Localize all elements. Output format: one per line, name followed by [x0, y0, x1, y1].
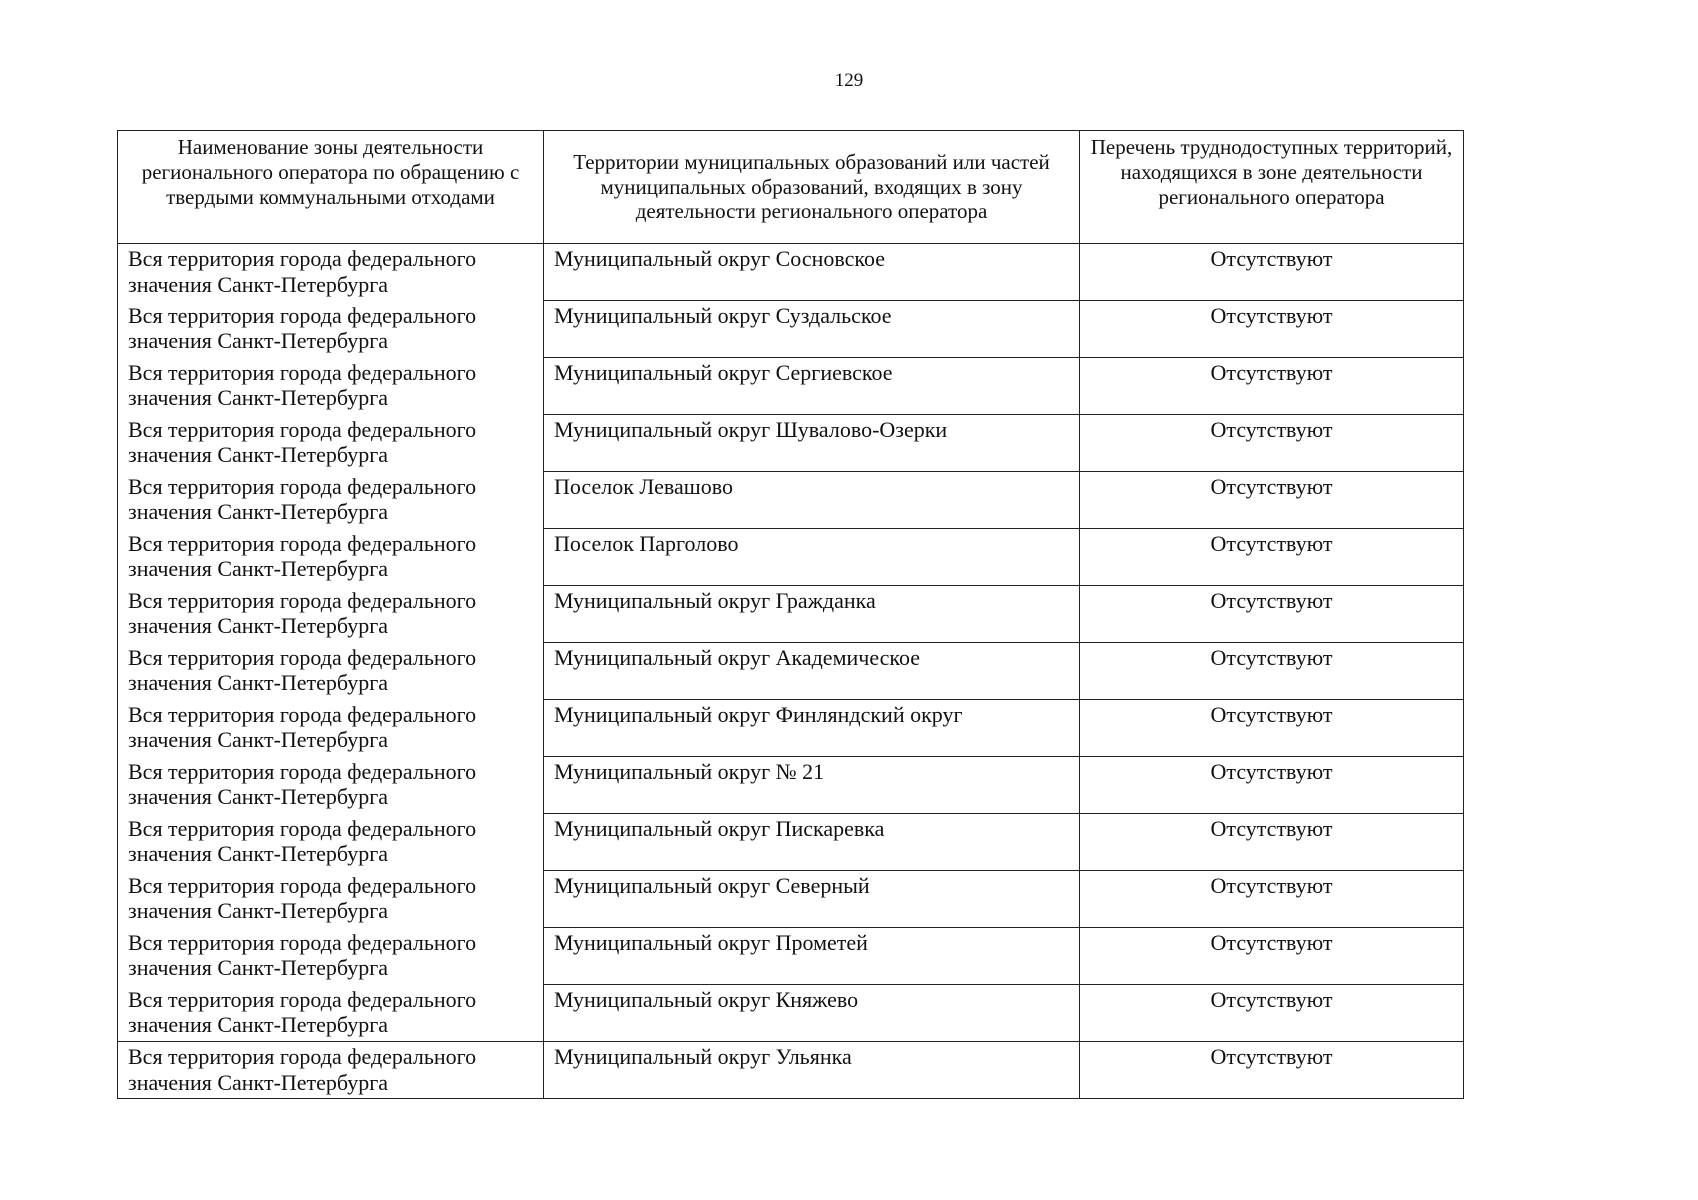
status-cell: Отсутствуют — [1080, 700, 1464, 757]
table-row — [118, 985, 1464, 1042]
status-cell: Отсутствуют — [1080, 928, 1464, 985]
zone-cell: Вся территория города федерального значения Санкт-Петербурга — [118, 301, 544, 358]
zone-cell: Вся территория города федерального значения Санкт-Петербурга — [118, 985, 544, 1042]
table-row — [118, 871, 1464, 928]
header-territories: Территории муниципальных образований или частей муниципальных образований, входящих в зону деятельности регионального оператора — [544, 131, 1080, 244]
status-cell: Отсутствуют — [1080, 301, 1464, 358]
zone-cell: Вся территория города федерального значения Санкт-Петербурга — [118, 814, 544, 871]
status-cell: Отсутствуют — [1080, 529, 1464, 586]
zone-cell: Вся территория города федерального значения Санкт-Петербурга — [118, 586, 544, 643]
table-body — [118, 244, 1464, 1099]
status-cell: Отсутствуют — [1080, 814, 1464, 871]
zone-cell: Вся территория города федерального значения Санкт-Петербурга — [118, 871, 544, 928]
status-cell: Отсутствуют — [1080, 358, 1464, 415]
territory-cell: Муниципальный округ Академическое — [544, 643, 1080, 700]
territory-cell: Муниципальный округ Княжево — [544, 985, 1080, 1042]
territory-cell: Муниципальный округ Финляндский округ — [544, 700, 1080, 757]
table-row — [118, 757, 1464, 814]
table-row — [118, 1042, 1464, 1099]
table-row — [118, 529, 1464, 586]
zone-cell: Вся территория города федерального значения Санкт-Петербурга — [118, 529, 544, 586]
table-row — [118, 928, 1464, 985]
header-zone-name: Наименование зоны деятельности регионального оператора по обращению с твердыми коммунальными отходами — [118, 131, 544, 244]
territory-cell: Муниципальный округ Суздальское — [544, 301, 1080, 358]
territory-cell: Муниципальный округ Ульянка — [544, 1042, 1080, 1099]
table-row — [118, 814, 1464, 871]
table-row — [118, 586, 1464, 643]
table-row — [118, 700, 1464, 757]
territory-cell: Поселок Парголово — [544, 529, 1080, 586]
territory-table — [117, 130, 1464, 1099]
territory-cell: Поселок Левашово — [544, 472, 1080, 529]
zone-cell: Вся территория города федерального значения Санкт-Петербурга — [118, 472, 544, 529]
table-row — [118, 358, 1464, 415]
table-row — [118, 415, 1464, 472]
header-hard-to-reach: Перечень труднодоступных территорий, находящихся в зоне деятельности регионального оператора — [1080, 131, 1464, 244]
status-cell: Отсутствуют — [1080, 415, 1464, 472]
header-row — [118, 131, 1464, 244]
status-cell: Отсутствуют — [1080, 1042, 1464, 1099]
zone-cell: Вся территория города федерального значения Санкт-Петербурга — [118, 415, 544, 472]
zone-cell: Вся территория города федерального значения Санкт-Петербурга — [118, 757, 544, 814]
territory-cell: Муниципальный округ Гражданка — [544, 586, 1080, 643]
table-row — [118, 643, 1464, 700]
territory-cell: Муниципальный округ Шувалово-Озерки — [544, 415, 1080, 472]
table-row — [118, 472, 1464, 529]
zone-cell: Вся территория города федерального значения Санкт-Петербурга — [118, 358, 544, 415]
table-row — [118, 301, 1464, 358]
status-cell: Отсутствуют — [1080, 244, 1464, 301]
status-cell: Отсутствуют — [1080, 757, 1464, 814]
territory-cell: Муниципальный округ Сергиевское — [544, 358, 1080, 415]
status-cell: Отсутствуют — [1080, 586, 1464, 643]
zone-cell: Вся территория города федерального значения Санкт-Петербурга — [118, 700, 544, 757]
table-row — [118, 244, 1464, 301]
status-cell: Отсутствуют — [1080, 985, 1464, 1042]
territory-cell: Муниципальный округ Северный — [544, 871, 1080, 928]
page-number: 129 — [834, 70, 864, 91]
territory-cell: Муниципальный округ Сосновское — [544, 244, 1080, 301]
zone-cell: Вся территория города федерального значения Санкт-Петербурга — [118, 1042, 544, 1099]
status-cell: Отсутствуют — [1080, 643, 1464, 700]
territory-cell: Муниципальный округ Прометей — [544, 928, 1080, 985]
table-header — [118, 131, 1464, 244]
zone-cell: Вся территория города федерального значения Санкт-Петербурга — [118, 643, 544, 700]
territory-cell: Муниципальный округ № 21 — [544, 757, 1080, 814]
zone-cell: Вся территория города федерального значения Санкт-Петербурга — [118, 244, 544, 301]
zone-cell: Вся территория города федерального значения Санкт-Петербурга — [118, 928, 544, 985]
status-cell: Отсутствуют — [1080, 871, 1464, 928]
territory-cell: Муниципальный округ Пискаревка — [544, 814, 1080, 871]
status-cell: Отсутствуют — [1080, 472, 1464, 529]
